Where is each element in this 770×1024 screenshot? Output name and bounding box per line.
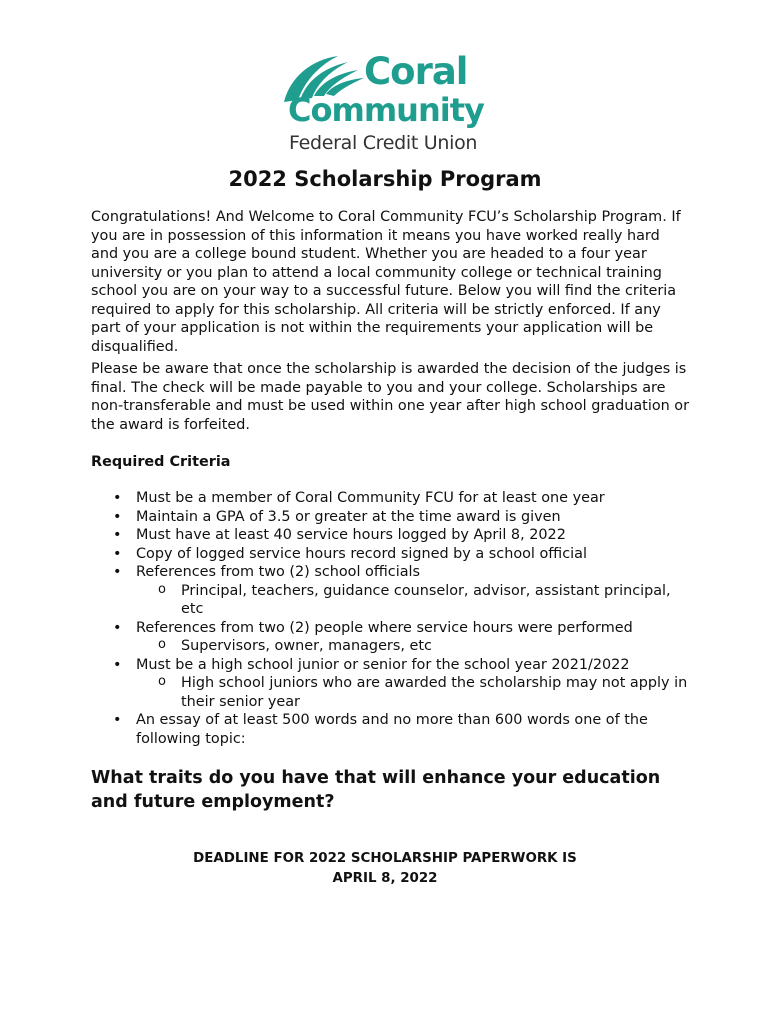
deadline-line: DEADLINE FOR 2022 SCHOLARSHIP PAPERWORK IS xyxy=(193,851,577,866)
deadline-date: APRIL 8, 2022 xyxy=(332,871,438,886)
criteria-sublist xyxy=(136,582,691,619)
criteria-text: Maintain a GPA of 3.5 or greater at the time award is given xyxy=(136,508,561,525)
criteria-subtext: High school juniors who are awarded the scholarship may not apply in their senior year xyxy=(181,675,688,710)
criteria-subitem xyxy=(136,674,691,711)
criteria-subitem xyxy=(136,582,691,619)
criteria-item xyxy=(91,508,691,527)
bullet-icon: • xyxy=(113,527,122,543)
criteria-subitem xyxy=(136,637,691,656)
bullet-icon: • xyxy=(113,619,122,636)
bullet-icon: • xyxy=(113,545,122,562)
required-criteria-heading: Required Criteria xyxy=(91,454,231,470)
criteria-item xyxy=(91,526,691,545)
bullet-icon: • xyxy=(113,656,122,673)
criteria-text: Copy of logged service hours record signed by a school official xyxy=(136,545,587,562)
intro-paragraph: Congratulations! And Welcome to Coral Community FCU’s Scholarship Program. If you are in possession of this information it means you have worked really hard and you are a college bound student. Whether you are headed to a four year university or you plan to attend a local community college or technical training school you are on your way to a successful future. Below you will find the criteria required to apply for this scholarship. All criteria will be strictly enforced. If any part of your application is not within the requirements your application will be disqualified. xyxy=(91,209,681,355)
criteria-item xyxy=(91,563,691,619)
criteria-item xyxy=(91,619,691,656)
bullet-icon: • xyxy=(113,564,122,580)
circle-bullet-icon: o xyxy=(158,637,166,652)
criteria-text: Must be a high school junior or senior for the school year 2021/2022 xyxy=(136,656,630,673)
page-title: 2022 Scholarship Program xyxy=(228,167,542,191)
logo-text-coral: Coral xyxy=(364,50,468,93)
coral-community-logo xyxy=(276,50,496,160)
logo-text-community: Community xyxy=(288,91,484,129)
criteria-item xyxy=(91,489,691,508)
criteria-item xyxy=(91,545,691,564)
logo-text-federal-credit-union: Federal Credit Union xyxy=(289,132,478,154)
notice-paragraph: Please be aware that once the scholarship is awarded the decision of the judges is final. The check will be made payable to you and your college. Scholarships are non-transferable and must be used within one year after high school graduation or the award is forfeited. xyxy=(91,361,690,433)
criteria-subtext: Supervisors, owner, managers, etc xyxy=(181,638,432,654)
deadline-notice xyxy=(0,849,770,889)
bullet-icon: • xyxy=(113,712,122,728)
bullet-icon: • xyxy=(113,508,122,525)
criteria-text: Must have at least 40 service hours logged by April 8, 2022 xyxy=(136,527,566,543)
criteria-sublist xyxy=(136,637,691,656)
criteria-text: References from two (2) school officials xyxy=(136,564,421,580)
bullet-icon: • xyxy=(113,490,122,506)
criteria-list xyxy=(91,489,691,748)
criteria-sublist xyxy=(136,674,691,711)
criteria-item xyxy=(91,656,691,712)
circle-bullet-icon: o xyxy=(158,581,166,597)
criteria-text: References from two (2) people where service hours were performed xyxy=(136,619,633,636)
criteria-subtext: Principal, teachers, guidance counselor, advisor, assistant principal, etc xyxy=(181,582,671,617)
criteria-text: An essay of at least 500 words and no more than 600 words one of the following topic: xyxy=(136,712,648,747)
essay-question: What traits do you have that will enhance your education and future employment? xyxy=(91,768,661,812)
criteria-text: Must be a member of Coral Community FCU for at least one year xyxy=(136,490,605,506)
criteria-item xyxy=(91,711,691,748)
circle-bullet-icon: o xyxy=(158,674,166,689)
